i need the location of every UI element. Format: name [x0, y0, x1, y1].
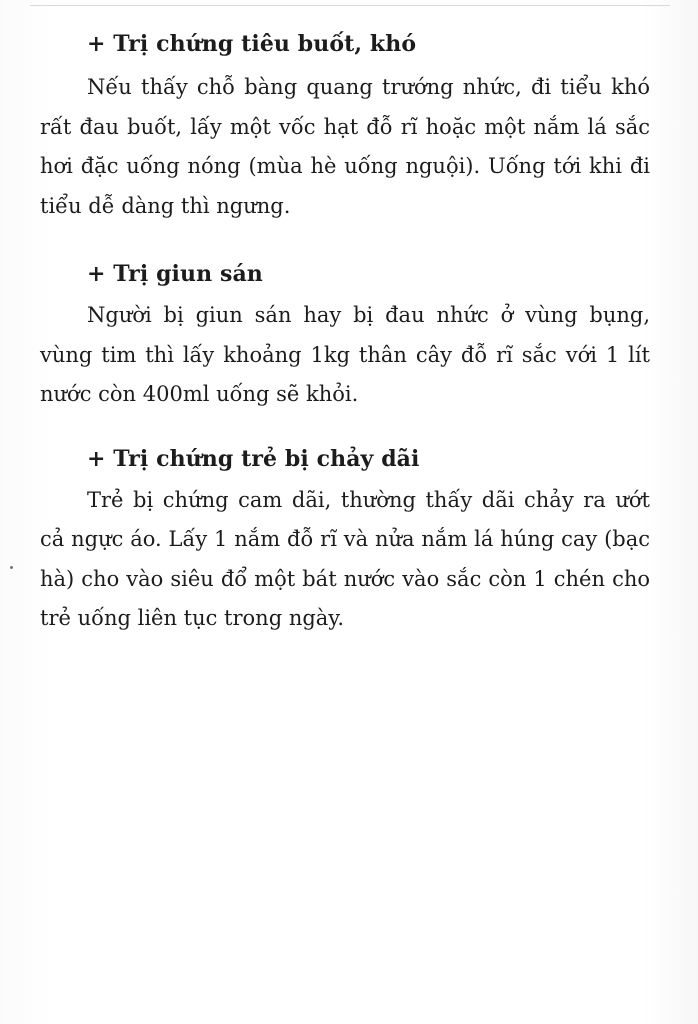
page-content [40, 26, 650, 639]
top-rule [30, 5, 670, 6]
section-worms [40, 256, 650, 415]
margin-speck [10, 566, 13, 569]
section-paragraph: Trẻ bị chứng cam dãi, thường thấy dãi chảy ra ướt cả ngực áo. Lấy 1 nắm đỗ rĩ và nửa nắm lá húng cay (bạc hà) cho vào siêu đổ một bát nước vào sắc còn 1 chén cho trẻ uống liên tục trong ngày. [40, 487, 650, 630]
section-heading: + Trị chứng trẻ bị chảy dãi [87, 445, 420, 472]
section-paragraph: Nếu thấy chỗ bàng quang trướng nhức, đi tiểu khó rất đau buốt, lấy một vốc hạt đỗ rĩ hoặc một nắm lá sắc hơi đặc uống nóng (mùa hè uống nguội). Uống tới khi đi tiểu dễ dàng thì ngưng. [40, 75, 650, 218]
section-heading: + Trị chứng tiêu buốt, khó [87, 31, 417, 57]
section-urination-pain [40, 26, 650, 226]
section-paragraph: Người bị giun sán hay bị đau nhức ở vùng bụng, vùng tim thì lấy khoảng 1kg thân cây đỗ rĩ sắc với 1 lít nước còn 400ml uống sẽ khỏi. [40, 303, 650, 406]
section-child-drooling [40, 441, 650, 639]
section-heading: + Trị giun sán [87, 261, 263, 287]
